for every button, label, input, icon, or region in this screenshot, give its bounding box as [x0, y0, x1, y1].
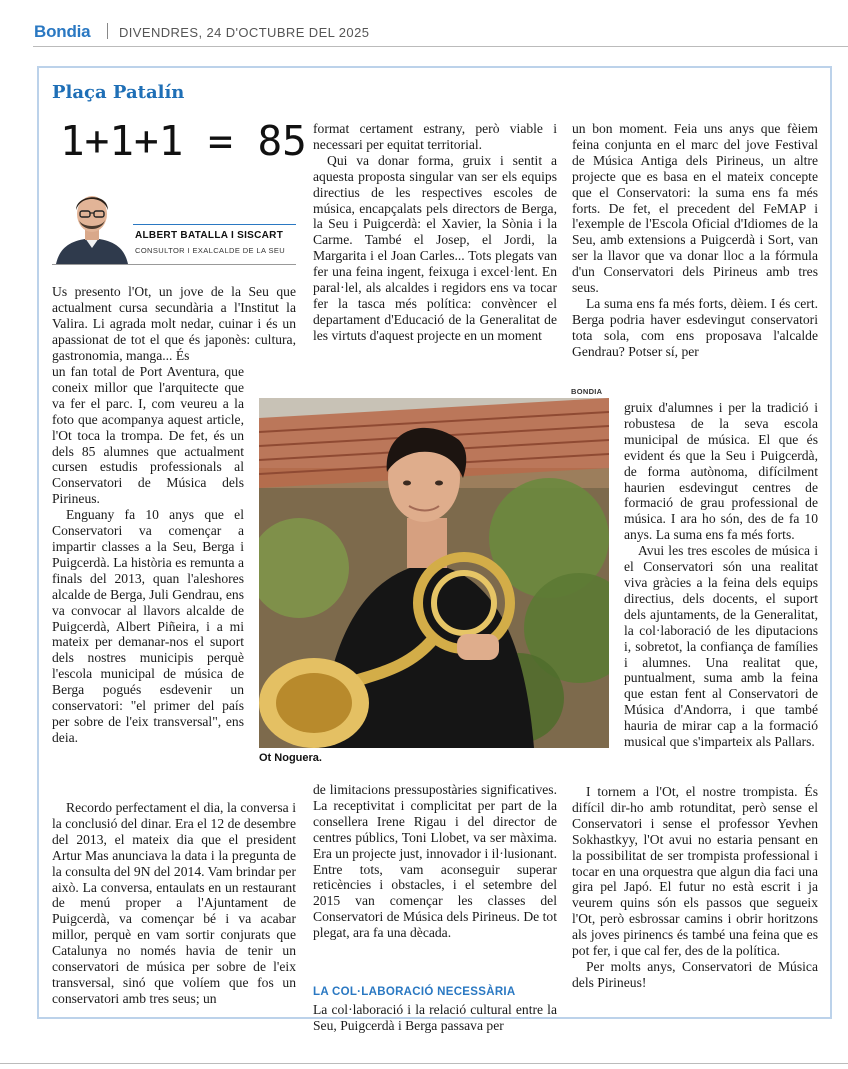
bottom-rule	[0, 1063, 848, 1064]
column-3-wrap	[624, 400, 818, 750]
column-2-top	[313, 121, 557, 344]
section-title: Plaça Patalín	[52, 82, 185, 103]
paragraph: un bon moment. Feia uns anys que fèiem feina conjunta en el marc del jove Festival de Música Antiga dels Pirineus, un altre projecte que es basa en el mateix concepte que el Conservatori: la suma ens fa més forts. De fet, el precedent del FeMAP i l'exemple de l'Escola Oficial d'Idiomes de la Seu, amb extensions a Puigcerdà i Sort, van ser la llavor que va donar lloc a la fórmula d'un Conservatori dels Pirineus amb tres seus.	[572, 121, 818, 296]
paragraph: La suma ens fa més forts, dèiem. I és cert. Berga podria haver esdevingut conservatori tota sola, com ens proposava l'alcalde Gendrau? Potser sí, per	[572, 295, 818, 359]
paragraph: I tornem a l'Ot, el nostre trompista. És difícil dir-ho amb rotunditat, però sense el Conservatori i sense el professor Yevhen Sokhastkyy, l'Ot avui no estaria pensant en la possibilitat de ser trompista professional i tocar en una orquestra que algun dia faci una gira pel Japó. El futur no està escrit i ja veurem quins són els passos que segueix l'Ot, però esbrossar camins i obrir horitzons als joves pirinencs és també una feina que es pot fer, i que cal fer, des de la política.	[572, 784, 818, 959]
photo-credit: BONDIA	[571, 387, 603, 396]
author-name: ALBERT BATALLA I SISCART	[135, 230, 284, 241]
paragraph: La col·laboració i la relació cultural entre la Seu, Puigcerdà i Berga passava per	[313, 1002, 557, 1033]
paragraph: Qui va donar forma, gruix i sentit a aquesta proposta singular van ser els equips directius de les respectives escoles de música, encapçalats pels directors de Berga, la Seu i Puigcerdà: el Xavier, la Sònia i la Carme. També el Josep, el Jordi, la Margarita i el Joan Carles... Tots plegats van fer una feina ingent, feixuga i excel·lent. En paral·lel, als alcaldes i regidors ens va tocar fer la tasca més política: convèncer el departament d'Educació de la Generalitat de les virtuts d'aquest projecte en un moment	[313, 152, 557, 343]
date-line: DIVENDRES, 24 D'OCTUBRE DEL 2025	[119, 25, 370, 40]
column-1-bottom	[52, 800, 296, 1007]
paragraph: un fan total de Port Aventura, que coneix millor que l'arquitecte que va fer el parc. I, com veureu a la foto que acompanya aquest article, l'Ot toca la trompa. De fet, és un dels 85 alumnes que actualment cursen estudis professionals al Conservatori de Música dels Pirineus.	[52, 364, 244, 507]
column-1-top	[52, 284, 296, 364]
paragraph: Enguany fa 10 anys que el Conservatori va començar a impartir classes a la Seu, Berga i Puigcerdà. La història es remunta a finals del 2013, quan l'aleshores alcalde de Berga, Juli Gendrau, ens va convocar al llavors alcalde de Puigcerdà, Albert Piñeira, i a mi mateix per demanar-nos el suport dels nostres municipis perquè l'escola municipal de música de Berga pogués esdevenir un conservatori: "el primer del país per sobre de l'eix transversal", ens deia.	[52, 507, 244, 745]
byline-rule	[133, 224, 296, 225]
author-role: CONSULTOR I EXALCALDE DE LA SEU	[135, 246, 286, 255]
top-rule	[33, 46, 848, 47]
photo-caption: Ot Noguera.	[259, 752, 322, 764]
paragraph: format certament estrany, però viable i necessari per equitat territorial.	[313, 121, 557, 152]
column-3-bottom	[572, 784, 818, 991]
masthead-separator	[107, 23, 108, 39]
paragraph: Recordo perfectament el dia, la conversa i la conclusió del dinar. Era el 12 de desembre del 2013, el mateix dia que el president Artur Mas anunciava la data i la pregunta de la consulta del 9N del 2014. Vam brindar per això. La conversa, entaulats en un restaurant de menú proper a l'Ajuntament de Puigcerdà, va començar bé i va acabar millor, perquè en vam sortir conjurats que Catalunya no només havia de tenir un conservatori de música per sobre de l'eix transversal, sinó que volíem que fos un conservatori amb tres seus; un	[52, 800, 296, 1006]
paragraph: de limitacions pressupostàries significatives. La receptivitat i complicitat per part de la consellera Irene Rigau i del director de centres públics, Toni Llobet, va ser màxima. Era un projecte just, innovador i il·lusionant. Entre tots, vam aconseguir superar reticències i obstacles, i el setembre del 2015 van començar les classes del Conservatori de Música dels Pirineus. De tot plegat, ara fa una dècada.	[313, 782, 557, 941]
masthead	[0, 0, 848, 46]
paragraph: Per molts anys, Conservatori de Música dels Pirineus!	[572, 958, 818, 990]
column-3-top	[572, 121, 818, 360]
paragraph: gruix d'alumnes i per la tradició i robustesa de la seva escola municipal de música. El que és evident és que la Seu i Puigcerdà, de forma autònoma, difícilment haurien esdevingut centres de formació de grau professional de música. I ara ho són, des de fa 10 anys. La suma ens fa més forts.	[624, 400, 818, 543]
paragraph: Us presento l'Ot, un jove de la Seu que actualment cursa secundària a l'Institut la Valira. Li agrada molt nedar, cuinar i és un apassionat de tot el que és japonès: cultura, gastronomia, manga... És	[52, 284, 296, 363]
byline-underline	[52, 264, 296, 265]
brand-logo[interactable]: Bondia	[34, 22, 91, 41]
subhead: LA COL·LABORACIÓ NECESSÀRIA	[313, 986, 516, 998]
author-portrait	[52, 182, 132, 264]
article-photo	[259, 398, 609, 748]
column-1-wrap	[52, 364, 244, 746]
headline: 1+1+1 = 85	[60, 117, 307, 165]
column-2-bottom	[313, 782, 557, 941]
column-2-end	[313, 1002, 557, 1034]
paragraph: Avui les tres escoles de música i el Conservatori són una realitat viva gràcies a la feina dels equips directius, dels docents, el suport dels ajuntaments, de la Generalitat, la col·laboració de les diputacions i, sobretot, la confiança de famílies i alumnes. Una realitat que, puntualment, suma amb la feina que estan fent al Conservatori de Música d'Andorra, i que també hauria de mirar cap a la formació musical que s'imparteix als Pallars.	[624, 543, 818, 750]
